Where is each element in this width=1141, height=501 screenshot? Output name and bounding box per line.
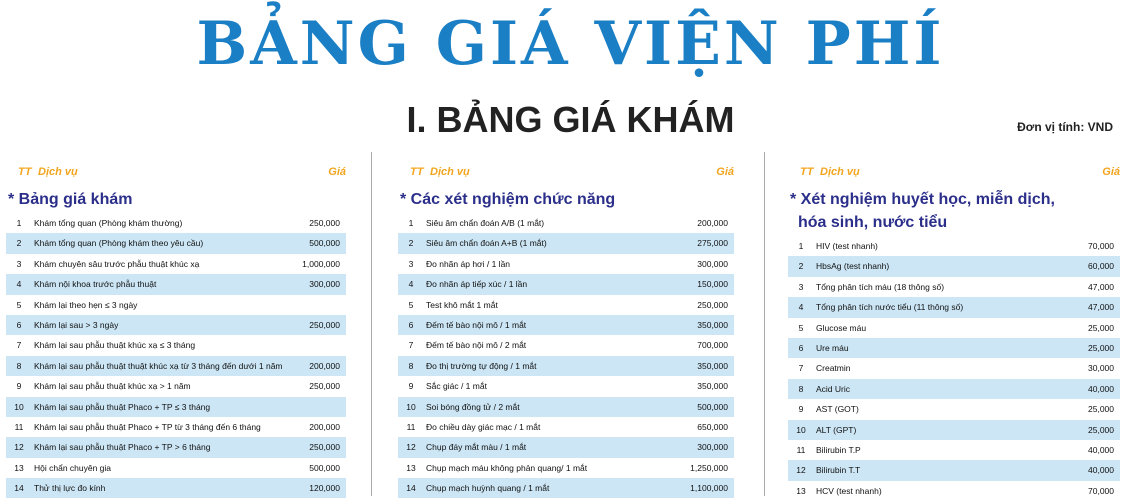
service-name: Bilirubin T.P bbox=[816, 444, 861, 455]
header-tt: TT bbox=[18, 166, 32, 178]
service-name: Khám lại sau phẫu thuật thuật khúc xạ từ 3 tháng đến dưới 1 năm bbox=[34, 360, 283, 371]
service-name: Khám lại sau phẫu thuật Phaco + TP > 6 tháng bbox=[34, 442, 211, 453]
row-number: 14 bbox=[14, 483, 24, 494]
category-heading bbox=[398, 188, 734, 211]
row-number: 10 bbox=[406, 401, 416, 412]
table-row bbox=[6, 376, 346, 396]
row-number: 9 bbox=[16, 381, 22, 392]
column-divider bbox=[371, 152, 372, 496]
service-name: Đếm tế bào nội mô / 1 mắt bbox=[426, 319, 527, 330]
table-row bbox=[6, 213, 346, 233]
service-price: 200,000 bbox=[309, 421, 340, 432]
unit-label: Đơn vị tính: VND bbox=[1017, 120, 1113, 134]
row-number: 8 bbox=[16, 360, 22, 371]
service-price: 300,000 bbox=[309, 279, 340, 290]
table-row bbox=[6, 478, 346, 498]
service-price: 60,000 bbox=[1088, 261, 1114, 272]
row-number: 4 bbox=[798, 302, 804, 313]
header-price: Giá bbox=[716, 166, 734, 178]
table-row bbox=[398, 376, 734, 396]
column-divider bbox=[764, 152, 765, 496]
row-number: 7 bbox=[16, 340, 22, 351]
table-row bbox=[398, 335, 734, 355]
service-name: AST (GOT) bbox=[816, 404, 859, 415]
column-header bbox=[6, 152, 346, 188]
row-number: 1 bbox=[798, 241, 804, 251]
table-row bbox=[788, 440, 1120, 460]
header-price: Giá bbox=[328, 166, 346, 178]
row-number: 6 bbox=[798, 342, 804, 353]
table-row bbox=[788, 358, 1120, 378]
header-service: Dịch vụ bbox=[820, 166, 860, 178]
table-row bbox=[6, 295, 346, 315]
service-name: Tổng phân tích nước tiểu (11 thông số) bbox=[816, 302, 964, 313]
row-number: 1 bbox=[408, 218, 414, 228]
service-price: 700,000 bbox=[697, 340, 728, 351]
table-row bbox=[398, 254, 734, 274]
row-number: 13 bbox=[796, 485, 806, 496]
service-name: Bilirubin T.T bbox=[816, 465, 861, 476]
service-price: 250,000 bbox=[309, 218, 340, 228]
row-number: 14 bbox=[406, 483, 416, 494]
table-row bbox=[398, 274, 734, 294]
table-row bbox=[398, 213, 734, 233]
service-name: Thử thị lực đo kính bbox=[34, 483, 106, 494]
service-name: Khám nội khoa trước phẫu thuật bbox=[34, 279, 157, 290]
row-number: 9 bbox=[408, 381, 414, 392]
category-heading-line: * Xét nghiệm huyết học, miễn dịch, bbox=[790, 191, 1055, 208]
row-number: 4 bbox=[408, 279, 414, 290]
table-row bbox=[6, 315, 346, 335]
service-price: 500,000 bbox=[309, 238, 340, 249]
row-number: 12 bbox=[406, 442, 416, 453]
table-row bbox=[6, 437, 346, 457]
header-tt: TT bbox=[800, 166, 814, 178]
service-name: Khám tổng quan (Phòng khám thường) bbox=[34, 218, 183, 228]
table-row bbox=[788, 297, 1120, 317]
service-price: 350,000 bbox=[697, 360, 728, 371]
service-price: 500,000 bbox=[697, 401, 728, 412]
service-price: 30,000 bbox=[1088, 363, 1114, 374]
service-name: HbsAg (test nhanh) bbox=[816, 261, 890, 272]
service-price: 47,000 bbox=[1088, 281, 1114, 292]
service-price: 70,000 bbox=[1088, 241, 1114, 251]
row-number: 6 bbox=[408, 319, 414, 330]
service-price: 250,000 bbox=[697, 299, 728, 310]
row-number: 12 bbox=[796, 465, 806, 476]
service-name: Chụp đáy mắt màu / 1 mắt bbox=[426, 442, 527, 453]
table-row bbox=[6, 274, 346, 294]
row-number: 4 bbox=[16, 279, 22, 290]
service-name: Khám lại theo hẹn ≤ 3 ngày bbox=[34, 299, 138, 310]
table-row bbox=[788, 338, 1120, 358]
category-heading-line: * Bảng giá khám bbox=[8, 191, 133, 208]
service-price: 200,000 bbox=[309, 360, 340, 371]
column-header bbox=[788, 152, 1120, 188]
service-name: Tổng phân tích máu (18 thông số) bbox=[816, 281, 945, 292]
service-name: Đo chiều dày giác mạc / 1 mắt bbox=[426, 421, 541, 432]
service-name: Siêu âm chẩn đoán A+B (1 mắt) bbox=[426, 238, 547, 249]
category-heading bbox=[6, 188, 346, 211]
service-name: Hội chẩn chuyên gia bbox=[34, 462, 112, 473]
row-number: 10 bbox=[14, 401, 24, 412]
table-row bbox=[6, 397, 346, 417]
table-row bbox=[6, 254, 346, 274]
row-number: 7 bbox=[798, 363, 804, 374]
table-row bbox=[398, 417, 734, 437]
service-price: 250,000 bbox=[309, 381, 340, 392]
row-number: 13 bbox=[14, 462, 24, 473]
table-row bbox=[6, 233, 346, 253]
service-price: 1,250,000 bbox=[690, 462, 728, 473]
service-name: ALT (GPT) bbox=[816, 424, 857, 435]
table-row bbox=[398, 356, 734, 376]
header-service: Dịch vụ bbox=[38, 166, 78, 178]
row-number: 3 bbox=[16, 258, 22, 269]
section-title: I. BẢNG GIÁ KHÁM bbox=[406, 99, 735, 140]
service-price: 150,000 bbox=[697, 279, 728, 290]
column-header bbox=[398, 152, 734, 188]
table-row bbox=[398, 315, 734, 335]
service-name: Siêu âm chẩn đoán A/B (1 mắt) bbox=[426, 218, 545, 228]
service-price: 25,000 bbox=[1088, 404, 1114, 415]
table-row bbox=[788, 420, 1120, 440]
service-name: Acid Uric bbox=[816, 383, 851, 394]
table-row bbox=[6, 417, 346, 437]
table-row bbox=[788, 481, 1120, 501]
service-name: HCV (test nhanh) bbox=[816, 485, 882, 496]
price-table bbox=[788, 236, 1120, 501]
row-number: 2 bbox=[798, 261, 804, 272]
service-price: 275,000 bbox=[697, 238, 728, 249]
service-name: Chụp mạch huỳnh quang / 1 mắt bbox=[426, 483, 550, 494]
service-name: Khám lại sau phẫu thuật khúc xạ > 1 năm bbox=[34, 381, 191, 392]
service-price: 350,000 bbox=[697, 381, 728, 392]
service-price: 350,000 bbox=[697, 319, 728, 330]
service-price: 500,000 bbox=[309, 462, 340, 473]
service-price: 1,100,000 bbox=[690, 483, 728, 494]
service-price: 300,000 bbox=[697, 442, 728, 453]
row-number: 13 bbox=[406, 462, 416, 473]
header-service: Dịch vụ bbox=[430, 166, 470, 178]
row-number: 3 bbox=[408, 258, 414, 269]
row-number: 8 bbox=[798, 383, 804, 394]
header-price: Giá bbox=[1102, 166, 1120, 178]
service-price: 650,000 bbox=[697, 421, 728, 432]
service-price: 120,000 bbox=[309, 483, 340, 494]
row-number: 2 bbox=[16, 238, 22, 249]
row-number: 11 bbox=[406, 421, 416, 432]
service-price: 25,000 bbox=[1088, 342, 1114, 353]
service-name: Creatmin bbox=[816, 363, 851, 374]
row-number: 7 bbox=[408, 340, 414, 351]
service-price: 1,000,000 bbox=[302, 258, 340, 269]
table-row bbox=[788, 236, 1120, 256]
row-number: 9 bbox=[798, 404, 804, 415]
table-row bbox=[788, 460, 1120, 480]
service-price: 200,000 bbox=[697, 218, 728, 228]
header-tt: TT bbox=[410, 166, 424, 178]
row-number: 11 bbox=[796, 444, 806, 455]
service-name: Khám chuyên sâu trước phẫu thuật khúc xạ bbox=[34, 258, 200, 269]
category-heading bbox=[788, 188, 1120, 234]
service-price: 40,000 bbox=[1088, 383, 1114, 394]
table-row bbox=[398, 233, 734, 253]
table-row bbox=[788, 399, 1120, 419]
service-price: 70,000 bbox=[1088, 485, 1114, 496]
row-number: 6 bbox=[16, 319, 22, 330]
price-column-lab-tests bbox=[788, 152, 1120, 501]
row-number: 8 bbox=[408, 360, 414, 371]
price-column-exam bbox=[6, 152, 346, 498]
row-number: 5 bbox=[16, 299, 22, 310]
table-row bbox=[788, 379, 1120, 399]
row-number: 3 bbox=[798, 281, 804, 292]
service-price: 250,000 bbox=[309, 442, 340, 453]
table-row bbox=[6, 458, 346, 478]
category-heading-line: * Các xét nghiệm chức năng bbox=[400, 191, 616, 208]
table-row bbox=[788, 318, 1120, 338]
service-name: Khám lại sau phẫu thuật Phaco + TP ≤ 3 tháng bbox=[34, 401, 211, 412]
service-name: Ure máu bbox=[816, 342, 849, 353]
table-row bbox=[398, 478, 734, 498]
page-title: BẢNG GIÁ VIỆN PHÍ bbox=[196, 9, 945, 79]
service-price: 25,000 bbox=[1088, 424, 1114, 435]
row-number: 10 bbox=[796, 424, 806, 435]
service-name: Đo nhãn áp hơi / 1 lần bbox=[426, 258, 511, 269]
price-column-function-tests bbox=[398, 152, 734, 498]
service-price: 40,000 bbox=[1088, 465, 1114, 476]
price-table bbox=[398, 213, 734, 498]
service-name: Sắc giác / 1 mắt bbox=[426, 381, 487, 392]
table-row bbox=[6, 335, 346, 355]
row-number: 1 bbox=[16, 218, 22, 228]
service-name: Soi bóng đồng tử / 2 mắt bbox=[426, 401, 520, 412]
table-row bbox=[398, 295, 734, 315]
row-number: 12 bbox=[14, 442, 24, 453]
table-row bbox=[398, 397, 734, 417]
service-name: Chụp mạch máu không phản quang/ 1 mắt bbox=[426, 462, 588, 473]
row-number: 2 bbox=[408, 238, 414, 249]
row-number: 5 bbox=[408, 299, 414, 310]
row-number: 11 bbox=[14, 421, 24, 432]
price-table bbox=[6, 213, 346, 498]
service-name: HIV (test nhanh) bbox=[816, 241, 878, 251]
service-name: Khám lại sau phẫu thuật khúc xạ ≤ 3 tháng bbox=[34, 340, 196, 351]
service-name: Đo nhãn áp tiếp xúc / 1 lần bbox=[426, 279, 528, 290]
service-price: 25,000 bbox=[1088, 322, 1114, 333]
service-name: Glucose máu bbox=[816, 322, 867, 333]
table-row bbox=[398, 437, 734, 457]
category-heading-line: hóa sinh, nước tiểu bbox=[798, 214, 948, 231]
service-price: 250,000 bbox=[309, 319, 340, 330]
row-number: 5 bbox=[798, 322, 804, 333]
service-name: Khám tổng quan (Phòng khám theo yêu cầu) bbox=[34, 238, 204, 249]
service-name: Khám lại sau > 3 ngày bbox=[34, 319, 119, 330]
service-name: Khám lại sau phẫu thuật Phaco + TP từ 3 tháng đến 6 tháng bbox=[34, 421, 261, 432]
service-name: Đếm tế bào nội mô / 2 mắt bbox=[426, 340, 527, 351]
table-row bbox=[398, 458, 734, 478]
service-price: 300,000 bbox=[697, 258, 728, 269]
service-price: 40,000 bbox=[1088, 444, 1114, 455]
table-row bbox=[788, 277, 1120, 297]
service-price: 47,000 bbox=[1088, 302, 1114, 313]
table-row bbox=[6, 356, 346, 376]
service-name: Đo thị trường tự động / 1 mắt bbox=[426, 360, 537, 371]
table-row bbox=[788, 256, 1120, 276]
service-name: Test khô mắt 1 mắt bbox=[426, 299, 498, 310]
